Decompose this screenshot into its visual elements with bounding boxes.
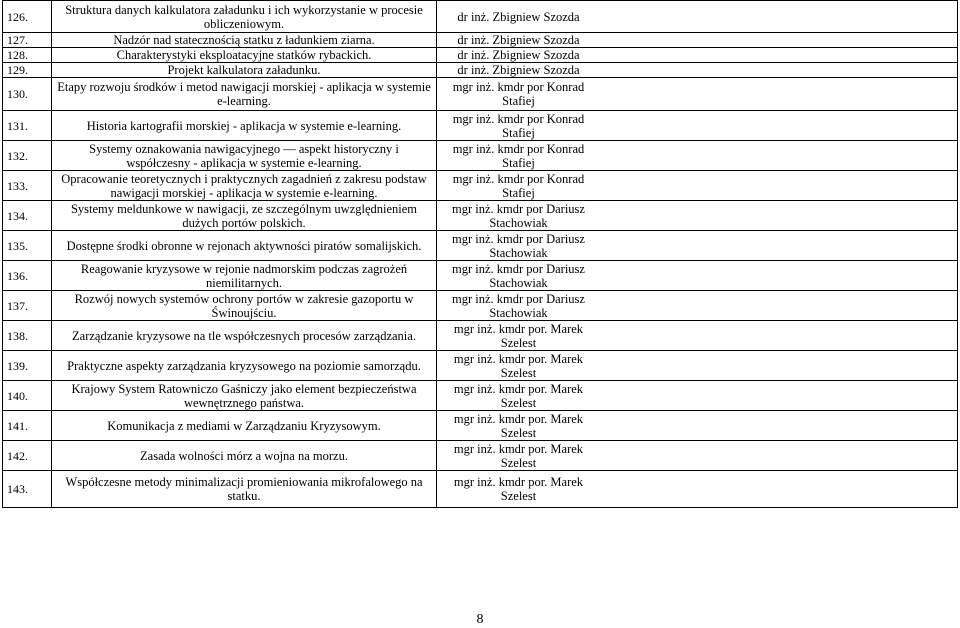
table-row <box>3 471 958 508</box>
table-row <box>3 171 958 201</box>
supervisor-name: mgr inż. kmdr por Dariusz Stachowiak <box>452 201 585 230</box>
supervisor-name: mgr inż. kmdr por Dariusz Stachowiak <box>452 291 585 320</box>
supervisor-cell <box>437 411 958 441</box>
supervisor-cell <box>437 441 958 471</box>
topic-number: 140. <box>3 381 52 411</box>
table-row <box>3 261 958 291</box>
supervisor-name: mgr inż. kmdr por. Marek Szelest <box>453 411 584 440</box>
thesis-topics-table <box>2 0 958 508</box>
supervisor-cell <box>437 171 958 201</box>
supervisor-name: mgr inż. kmdr por Dariusz Stachowiak <box>452 231 585 260</box>
topic-title: Dostępne środki obronne w rejonach aktywności piratów somalijskich. <box>52 231 437 261</box>
supervisor-name: mgr inż. kmdr por Konrad Stafiej <box>452 141 585 170</box>
supervisor-name: mgr inż. kmdr por. Marek Szelest <box>453 381 584 410</box>
supervisor-cell <box>437 291 958 321</box>
table-row <box>3 381 958 411</box>
topic-title: Krajowy System Ratowniczo Gaśniczy jako element bezpieczeństwa wewnętrznego państwa. <box>52 381 437 411</box>
supervisor-cell <box>437 48 958 63</box>
topic-title: Charakterystyki eksploatacyjne statków rybackich. <box>52 48 437 63</box>
page-number: 8 <box>476 612 484 627</box>
thesis-topics-body <box>3 1 958 508</box>
table-row <box>3 201 958 231</box>
topic-number: 130. <box>3 78 52 111</box>
topic-number: 139. <box>3 351 52 381</box>
supervisor-cell <box>437 321 958 351</box>
table-row <box>3 411 958 441</box>
topic-number: 142. <box>3 441 52 471</box>
supervisor-cell <box>437 1 958 33</box>
supervisor-name: dr inż. Zbigniew Szozda <box>457 9 580 24</box>
topic-title: Etapy rozwoju środków i metod nawigacji morskiej - aplikacja w systemie e-learning. <box>52 78 437 111</box>
topic-number: 127. <box>3 33 52 48</box>
supervisor-name: dr inż. Zbigniew Szozda <box>457 33 580 47</box>
supervisor-name: mgr inż. kmdr por Konrad Stafiej <box>452 111 585 140</box>
table-row <box>3 231 958 261</box>
supervisor-cell <box>437 201 958 231</box>
topic-title: Zasada wolności mórz a wojna na morzu. <box>52 441 437 471</box>
supervisor-name: dr inż. Zbigniew Szozda <box>457 48 580 62</box>
topic-title: Opracowanie teoretycznych i praktycznych zagadnień z zakresu podstaw nawigacji morskiej - aplikacja w systemie e-learning. <box>52 171 437 201</box>
topic-number: 128. <box>3 48 52 63</box>
table-row <box>3 141 958 171</box>
topic-number: 143. <box>3 471 52 508</box>
table-row <box>3 321 958 351</box>
topic-number: 141. <box>3 411 52 441</box>
topic-title: Współczesne metody minimalizacji promieniowania mikrofalowego na statku. <box>52 471 437 508</box>
table-row <box>3 351 958 381</box>
topic-title: Reagowanie kryzysowe w rejonie nadmorskim podczas zagrożeń niemilitarnych. <box>52 261 437 291</box>
table-row <box>3 33 958 48</box>
table-row <box>3 63 958 78</box>
supervisor-name: mgr inż. kmdr por Dariusz Stachowiak <box>452 261 585 290</box>
topic-title: Systemy oznakowania nawigacyjnego — aspekt historyczny i współczesny - aplikacja w systemie e-learning. <box>52 141 437 171</box>
table-row <box>3 1 958 33</box>
topic-title: Rozwój nowych systemów ochrony portów w zakresie gazoportu w Świnoujściu. <box>52 291 437 321</box>
supervisor-cell <box>437 78 958 111</box>
table-row <box>3 78 958 111</box>
table-row <box>3 291 958 321</box>
supervisor-name: mgr inż. kmdr por. Marek Szelest <box>453 441 584 470</box>
topic-number: 131. <box>3 111 52 141</box>
supervisor-name: mgr inż. kmdr por Konrad Stafiej <box>452 171 585 200</box>
topic-number: 137. <box>3 291 52 321</box>
supervisor-cell <box>437 351 958 381</box>
topic-number: 134. <box>3 201 52 231</box>
topic-title: Praktyczne aspekty zarządzania kryzysowego na poziomie samorządu. <box>52 351 437 381</box>
supervisor-cell <box>437 471 958 508</box>
topic-title: Komunikacja z mediami w Zarządzaniu Kryzysowym. <box>52 411 437 441</box>
supervisor-name: mgr inż. kmdr por. Marek Szelest <box>453 351 584 380</box>
topic-title: Historia kartografii morskiej - aplikacja w systemie e-learning. <box>52 111 437 141</box>
supervisor-cell <box>437 231 958 261</box>
supervisor-name: dr inż. Zbigniew Szozda <box>457 63 580 77</box>
topic-title: Zarządzanie kryzysowe na tle współczesnych procesów zarządzania. <box>52 321 437 351</box>
topic-title: Nadzór nad statecznością statku z ładunkiem ziarna. <box>52 33 437 48</box>
supervisor-cell <box>437 381 958 411</box>
supervisor-cell <box>437 111 958 141</box>
table-row <box>3 111 958 141</box>
table-row <box>3 441 958 471</box>
topic-number: 138. <box>3 321 52 351</box>
supervisor-cell <box>437 63 958 78</box>
topic-number: 132. <box>3 141 52 171</box>
supervisor-name: mgr inż. kmdr por. Marek Szelest <box>453 475 584 503</box>
topic-number: 129. <box>3 63 52 78</box>
table-row <box>3 48 958 63</box>
topic-title: Projekt kalkulatora załadunku. <box>52 63 437 78</box>
topic-number: 136. <box>3 261 52 291</box>
topic-title: Struktura danych kalkulatora załadunku i ich wykorzystanie w procesie obliczeniowym. <box>52 1 437 33</box>
supervisor-cell <box>437 141 958 171</box>
topic-title: Systemy meldunkowe w nawigacji, ze szczególnym uwzględnieniem dużych portów polskich. <box>52 201 437 231</box>
topic-number: 135. <box>3 231 52 261</box>
supervisor-cell <box>437 261 958 291</box>
topic-number: 126. <box>3 1 52 33</box>
supervisor-name: mgr inż. kmdr por Konrad Stafiej <box>452 80 585 108</box>
supervisor-name: mgr inż. kmdr por. Marek Szelest <box>453 321 584 350</box>
supervisor-cell <box>437 33 958 48</box>
topic-number: 133. <box>3 171 52 201</box>
